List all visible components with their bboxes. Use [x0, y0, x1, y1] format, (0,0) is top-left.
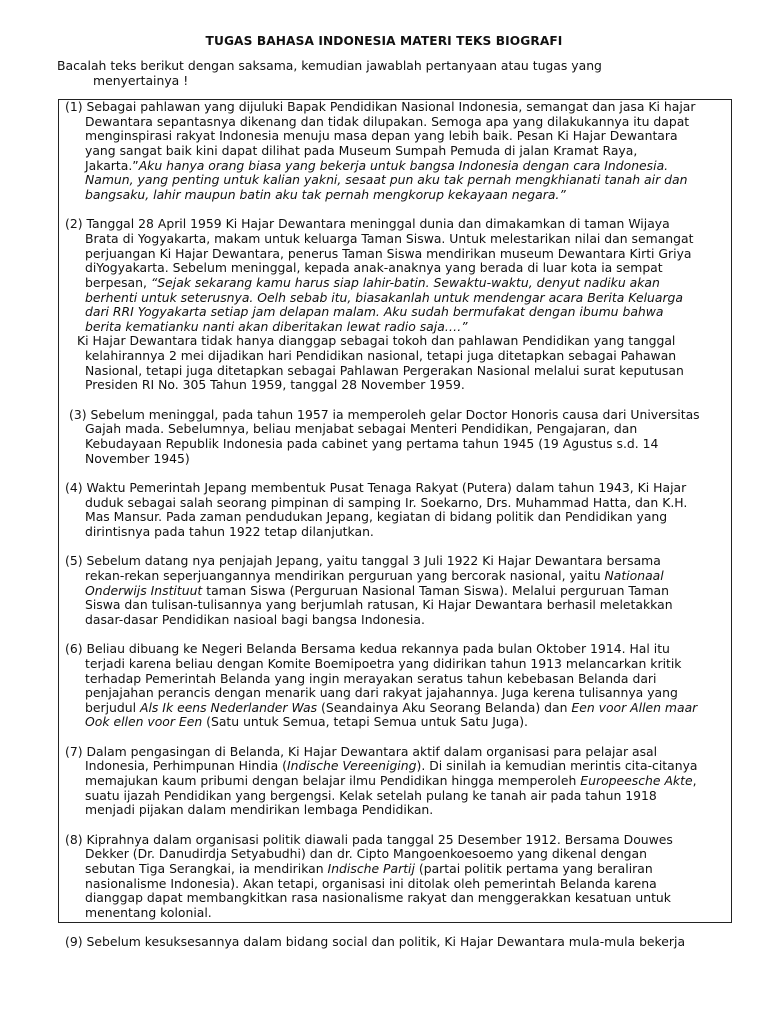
text-run: ,: [692, 773, 697, 789]
paragraph-line: Mas Mansur. Pada zaman pendudukan Jepang, kegiatan di bidang politik dan Pendidikan yang: [85, 509, 668, 525]
paragraph-line: [65, 159, 725, 174]
paragraph-line: Presiden RI No. 305 Tahun 1959, tanggal 28 November 1959.: [85, 377, 465, 393]
paragraph-line: Dewantara sepantasnya dikenang dan tidak dilupakan. Semoga apa yang dilakukannya itu dapat: [85, 113, 690, 129]
paragraph-line: (1) Sebagai pahlawan yang dijuluki Bapak Pendidikan Nasional Indonesia, semangat dan jasa Ki hajar: [65, 99, 696, 114]
text-run: (Seandainya Aku Seorang Belanda) dan: [317, 699, 572, 715]
paragraph-2: [65, 217, 725, 393]
paragraph-line: [65, 584, 725, 599]
paragraph-line: dianggap dapat membangkitkan rasa nasionalisme rakyat dan menggerakkan kesatuan untuk: [85, 890, 671, 906]
paragraph-line: Nasional, tetapi juga ditetapkan sebagai Pahlawan Pergerakan Nasional melalui surat keputusan: [85, 362, 684, 378]
paragraph-line: Siswa dan tulisan-tulisannya yang berjumlah ratusan, Ki Hajar Dewantara berhasil meletakkan: [85, 597, 673, 613]
paragraph-line: yang sangat baik kini dapat dilihat pada Museum Sumpah Pemuda di jalan Kramat Raya,: [85, 142, 638, 158]
paragraph-line: terhadap Pemerintah Belanda yang ingin merayakan seratus tahun kebebasan Belanda dari: [85, 670, 657, 686]
paragraph-line: [65, 569, 725, 584]
paragraph-line: kelahirannya 2 mei dijadikan hari Pendidikan nasional, tetapi juga ditetapkan sebagai Pahawan: [85, 348, 677, 364]
italic-term: Europeesche Akte: [580, 773, 693, 789]
paragraph-line: [65, 276, 725, 291]
instruction-line-1: Bacalah teks berikut dengan saksama, kemudian jawablah pertanyaan atau tugas yang: [57, 58, 602, 73]
paragraph-line: Gajah mada. Sebelumnya, beliau menjabat sebagai Menteri Pendidikan, Pengajaran, dan: [85, 421, 638, 437]
paragraph-7: [65, 745, 725, 818]
paragraph-line: penjajahan perancis dengan menarik uang dari rakyat jajahannya. Juga kerena tulisannya yang: [85, 685, 678, 701]
paragraph-line: (8) Kiprahnya dalam organisasi politik diawali pada tanggal 25 Desember 1912. Bersama Douwes: [65, 831, 673, 847]
paragraph-line: perjuangan Ki Hajar Dewantara, penerus Taman Siswa mendirikan museum Dewantara Kirti Griya: [85, 245, 692, 261]
instruction-line-2: menyertainya !: [93, 73, 189, 88]
paragraph-line: (9) Sebelum kesuksesannya dalam bidang social dan politik, Ki Hajar Dewantara mula-mula bekerja: [65, 934, 686, 950]
paragraph-line: (2) Tanggal 28 April 1959 Ki Hajar Dewantara meninggal dunia dan dimakamkan di taman Wijaya: [65, 216, 670, 232]
paragraph-line: November 1945): [85, 450, 190, 466]
paragraph-line: diYogyakarta. Sebelum meninggal, kepada anak-anaknya yang berada di luar kota ia sempat: [85, 260, 663, 276]
quote-text: berhenti untuk seterusnya. Oelh sebab itu, biasakanlah untuk mendengar acara Berita Keluarga: [85, 289, 684, 305]
quote-text: berita kematianku nanti akan diberitakan lewat radio saja….”: [85, 318, 468, 334]
paragraph-line: [65, 701, 725, 716]
text-run: Jakarta.”: [85, 157, 139, 173]
italic-term: Ook ellen voor Een: [85, 714, 203, 730]
text-run: (partai politik pertama yang beraliran: [414, 861, 653, 877]
paragraph-line: [65, 188, 725, 203]
paragraph-line: Dekker (Dr. Danudirdja Setyabudhi) dan dr. Cipto Mangoenkoesoemo yang dikenal dengan: [85, 846, 647, 862]
text-run: taman Siswa (Perguruan Nasional Taman Siswa). Melalui perguruan Taman: [202, 582, 669, 598]
text-run: ). Di sinilah ia kemudian merintis cita-citanya: [416, 758, 698, 774]
italic-term: Indische Vereeniging: [286, 758, 417, 774]
paragraph-6: [65, 642, 725, 730]
paragraph-line: [65, 862, 725, 877]
paragraph-line: [65, 774, 725, 789]
paragraph-line: menginspirasi rakyat Indonesia menuju masa depan yang lebih baik. Pesan Ki Hajar Dewantara: [85, 128, 678, 144]
quote-text: Namun, yang penting untuk kalian yakni, sesaat pun aku tak pernah mengkhianati tanah air dan: [85, 172, 688, 188]
paragraph-8: [65, 833, 725, 921]
text-run: memajukan kaum pribumi dengan belajar ilmu Pendidikan hingga memperoleh: [85, 773, 581, 789]
text-run: sebutan Tiga Serangkai, ia mendirikan: [85, 861, 328, 877]
biography-text-box: [58, 99, 732, 950]
paragraph-line: (6) Beliau dibuang ke Negeri Belanda Bersama kedua rekannya pada bulan Oktober 1914. Hal itu: [65, 641, 670, 657]
paragraph-line: menentang kolonial.: [85, 904, 212, 920]
quote-text: dari RRI Yogyakarta setiap jam delapan malam. Aku sudah bermufakat dengan ibumu bahwa: [85, 304, 664, 320]
paragraph-line: nasionalisme Indonesia). Akan tetapi, organisasi ini ditolak oleh pemerintah Belanda karena: [85, 875, 657, 891]
paragraph-line: menjadi pijakan dalam mendirikan lembaga Pendidikan.: [85, 802, 434, 818]
text-run: berpesan,: [85, 274, 151, 290]
paragraph-line: [65, 291, 725, 306]
paragraph-3: [65, 408, 725, 467]
paragraph-line: Ki Hajar Dewantara tidak hanya dianggap sebagai tokoh dan pahlawan Pendidikan yang tanggal: [77, 333, 676, 349]
text-run: berjudul: [85, 699, 140, 715]
text-run: (Satu untuk Semua, tetapi Semua untuk Satu Juga).: [202, 714, 528, 730]
paragraph-line: [65, 715, 725, 730]
instructions: [57, 58, 697, 88]
paragraph-line: (7) Dalam pengasingan di Belanda, Ki Hajar Dewantara aktif dalam organisasi para pelajar asal: [65, 743, 658, 759]
paragraph-line: (5) Sebelum datang nya penjajah Jepang, yaitu tanggal 3 Juli 1922 Ki Hajar Dewantara bersama: [65, 553, 661, 569]
paragraph-line: Kebudayaan Republik Indonesia pada cabinet yang pertama tahun 1945 (19 Agustus s.d. 14: [85, 436, 659, 452]
document-title: TUGAS BAHASA INDONESIA MATERI TEKS BIOGRAFI: [205, 34, 563, 48]
text-run: Indonesia, Perhimpunan Hindia (: [85, 758, 287, 774]
paragraph-line: dasar-dasar Pendidikan nasioal bagi bangsa Indonesia.: [85, 611, 425, 627]
italic-term: Nationaal: [604, 567, 664, 583]
paragraph-9: [65, 935, 725, 950]
italic-term: Indische Partij: [327, 861, 415, 877]
paragraph-line: suatu ijazah Pendidikan yang bergengsi. Kelak setelah pulang ke tanah air pada tahun 1918: [85, 787, 657, 803]
italic-term: Een voor Allen maar: [571, 699, 698, 715]
paragraph-5: [65, 554, 725, 627]
italic-term: Als Ik eens Nederlander Was: [139, 699, 318, 715]
paragraph-line: duduk sebagai salah seorang pimpinan di samping Ir. Soekarno, Drs. Muhammad Hatta, dan K.H.: [85, 494, 688, 510]
paragraph-line: (4) Waktu Pemerintah Jepang membentuk Pusat Tenaga Rakyat (Putera) dalam tahun 1943, Ki Hajar: [65, 480, 687, 496]
paragraph-4: [65, 481, 725, 540]
paragraph-1: [65, 100, 725, 203]
paragraph-line: [65, 320, 725, 335]
quote-text: Aku hanya orang biasa yang bekerja untuk bangsa Indonesia dengan cara Indonesia.: [138, 157, 669, 173]
paragraph-line: Brata di Yogyakarta, makam untuk keluarga Taman Siswa. Untuk melestarikan nilai dan semangat: [85, 230, 694, 246]
italic-term: Onderwijs Instituut: [85, 582, 203, 598]
paragraph-line: [65, 173, 725, 188]
paragraph-line: [65, 759, 725, 774]
paragraph-line: [65, 305, 725, 320]
paragraph-line: dirintisnya pada tahun 1922 tetap dilanjutkan.: [85, 523, 374, 539]
paragraph-line: (3) Sebelum meninggal, pada tahun 1957 ia memperoleh gelar Doctor Honoris causa dari Universitas: [69, 406, 700, 422]
biography-content: [59, 100, 731, 950]
quote-text: bangsaku, lahir maupun batin aku tak pernah mengkorup kekayaan negara.”: [85, 186, 566, 202]
paragraph-line: terjadi karena beliau dengan Komite Boemipoetra yang didirikan tahun 1913 melancarkan kritik: [85, 655, 682, 671]
quote-text: “Sejak sekarang kamu harus siap lahir-batin. Sewaktu-waktu, denyut nadiku akan: [150, 274, 660, 290]
text-run: rekan-rekan seperjuangannya mendirikan perguruan yang bercorak nasional, yaitu: [85, 567, 605, 583]
